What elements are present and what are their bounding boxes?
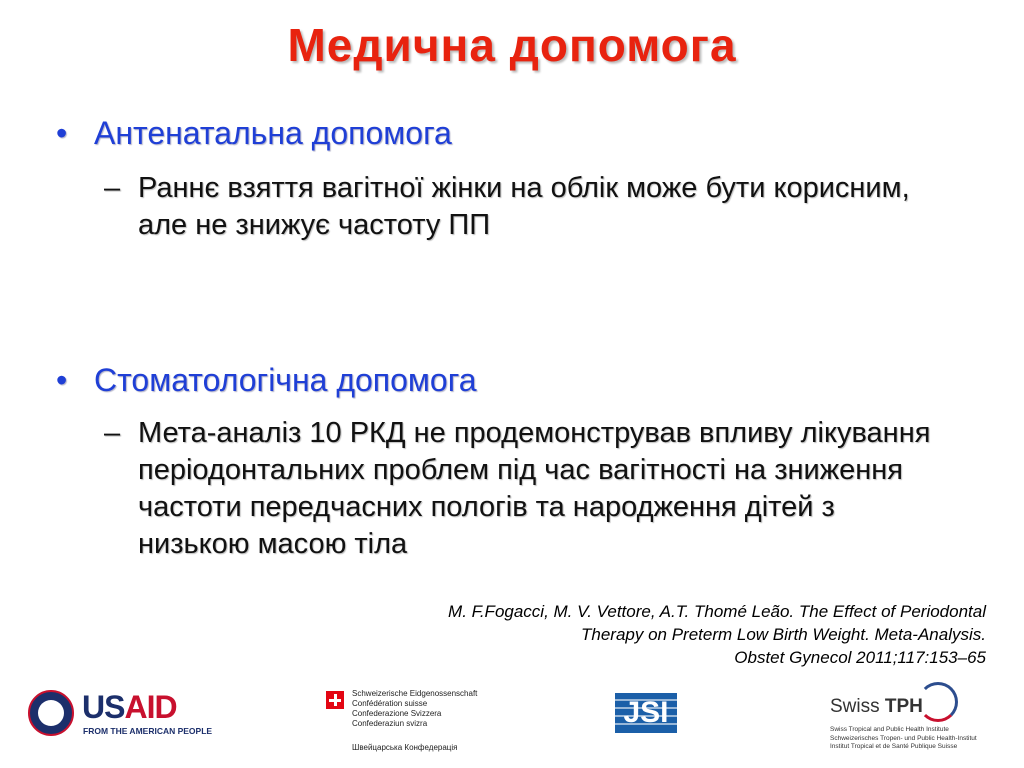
bullet-heading: Антенатальна допомога — [94, 115, 452, 151]
usaid-us: US — [82, 689, 125, 725]
swiss-name-line: Confederaziun svizra — [352, 719, 428, 728]
swisstph-word-a: Swiss — [830, 696, 880, 717]
swisstph-name-line: Schweizerisches Tropen- und Public Health-Institut — [830, 734, 977, 742]
swiss-flag-icon — [326, 691, 344, 709]
swiss-name-ukrainian: Швейцарська Конфедерація — [352, 743, 458, 752]
jsi-text: JSI — [623, 696, 669, 729]
reference-line: Obstet Gynecol 2011;117:153–65 — [734, 648, 986, 667]
swisstph-word-b: TPH — [884, 696, 923, 717]
jsi-badge — [615, 693, 677, 733]
subpoint-dash: – — [104, 172, 121, 204]
subpoint-text: Мета-аналіз 10 РКД не продемонстрував впливу лікування періодонтальних проблем під час вагітності на зниження частоти передчасних пологів та народження дітей з низькою масою тіла — [138, 417, 931, 560]
subpoint-text: Раннє взяття вагітної жінки на облік може бути корисним, але не знижує частоту ПП — [138, 172, 910, 241]
bullet-dot: • — [56, 115, 68, 151]
reference-line: Therapy on Preterm Low Birth Weight. Meta-Analysis. — [580, 625, 986, 644]
swisstph-name-line: Swiss Tropical and Public Health Institute — [830, 726, 949, 733]
bullet-heading: Стоматологічна допомога — [94, 362, 477, 398]
subpoint-dash: – — [104, 417, 121, 449]
bullet-dot: • — [56, 362, 68, 398]
swisstph-wordmark — [830, 696, 923, 718]
swiss-name-line: Confédération suisse — [352, 699, 428, 708]
usaid-tagline: FROM THE AMERICAN PEOPLE — [83, 726, 213, 736]
swisstph-name-line: Institut Tropical et de Santé Publique Suisse — [830, 743, 958, 750]
swiss-confederation-logo — [326, 689, 496, 753]
usaid-logo — [28, 689, 213, 740]
swisstph-logo — [830, 688, 1000, 754]
reference-line: M. F.Fogacci, M. V. Vettore, A.T. Thomé Leão. The Effect of Periodontal — [448, 602, 986, 621]
swiss-name-line: Confederazione Svizzera — [352, 709, 442, 718]
usaid-wordmark — [82, 690, 177, 724]
swisstph-names — [830, 726, 977, 752]
slide-title: Медична допомога — [287, 19, 737, 71]
usaid-aid: AID — [124, 689, 177, 725]
jsi-logo — [615, 693, 677, 733]
swisstph-swoosh-icon — [918, 682, 958, 722]
swiss-name-line: Schweizerische Eidgenossenschaft — [352, 689, 478, 698]
reference-citation — [286, 600, 986, 669]
swiss-names — [352, 689, 477, 729]
usaid-seal-icon — [28, 690, 74, 736]
